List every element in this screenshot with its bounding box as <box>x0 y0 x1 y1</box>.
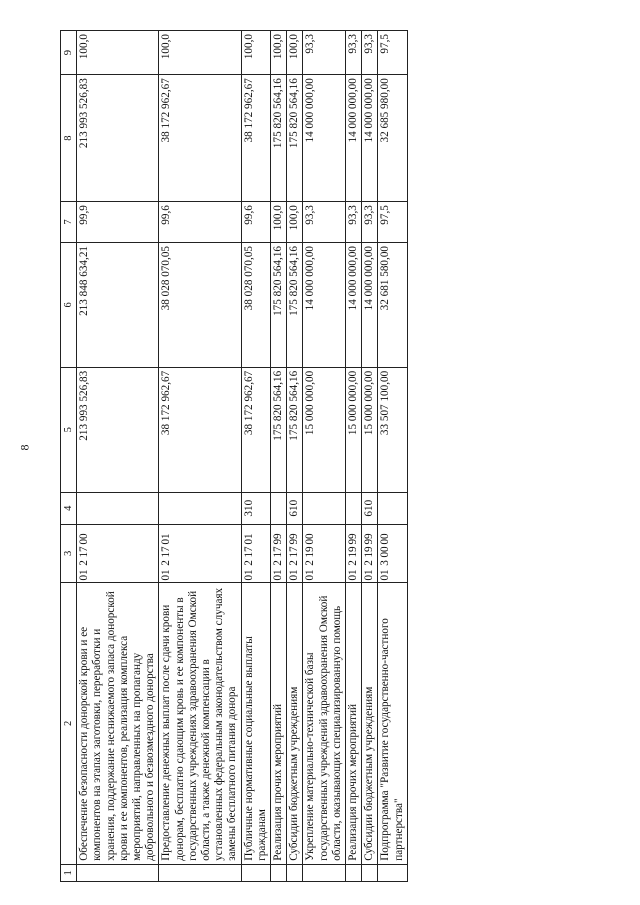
code-part: 00 <box>78 533 91 545</box>
table-row <box>303 31 346 882</box>
budget-code <box>346 524 362 582</box>
budget-code <box>303 524 346 582</box>
code-part: 17 <box>242 546 255 558</box>
table-row <box>159 31 241 882</box>
code-part: 3 <box>379 560 392 566</box>
code-part: 01 <box>272 569 285 581</box>
code-part: 99 <box>363 533 376 545</box>
execution-percent: 93,3 <box>362 202 378 243</box>
empty-cell <box>159 864 241 881</box>
planned-amount: 175 820 564,16 <box>287 367 303 492</box>
actual-amount: 175 820 564,16 <box>271 242 287 367</box>
budget-code <box>241 524 270 582</box>
code-part: 19 <box>304 546 317 558</box>
execution-percent: 99,9 <box>77 202 159 243</box>
table-row <box>362 31 378 882</box>
actual-amount: 38 028 070,05 <box>159 242 241 367</box>
actual-amount: 38 028 070,05 <box>241 242 270 367</box>
code-part: 19 <box>347 546 360 558</box>
budget-code <box>287 524 303 582</box>
empty-cell <box>241 864 270 881</box>
expense-type: 610 <box>362 492 378 524</box>
code-part: 01 <box>347 569 360 581</box>
header-cell: 7 <box>61 202 77 243</box>
expense-type <box>378 492 407 524</box>
table-row <box>241 31 270 882</box>
expense-type <box>303 492 346 524</box>
expense-type <box>346 492 362 524</box>
empty-cell <box>77 864 159 881</box>
execution-percent: 97,5 <box>378 202 407 243</box>
code-part: 00 <box>379 533 392 545</box>
code-part: 2 <box>288 560 301 566</box>
actual-amount: 175 820 564,16 <box>287 242 303 367</box>
total-percent: 93,3 <box>303 31 346 75</box>
total-amount: 14 000 000,00 <box>303 75 346 202</box>
item-name: Субсидии бюджетным учреждениям <box>362 582 378 864</box>
header-row <box>61 31 77 882</box>
code-part: 17 <box>288 546 301 558</box>
empty-cell <box>271 864 287 881</box>
expense-type: 610 <box>287 492 303 524</box>
planned-amount: 175 820 564,16 <box>271 367 287 492</box>
code-part: 2 <box>242 560 255 566</box>
planned-amount: 38 172 962,67 <box>241 367 270 492</box>
header-cell: 2 <box>61 582 77 864</box>
execution-percent: 100,0 <box>271 202 287 243</box>
item-name: Реализация прочих мероприятий <box>271 582 287 864</box>
total-amount: 38 172 962,67 <box>159 75 241 202</box>
code-part: 2 <box>78 560 91 566</box>
total-percent: 100,0 <box>241 31 270 75</box>
budget-table <box>60 30 408 882</box>
expense-type <box>271 492 287 524</box>
planned-amount: 15 000 000,00 <box>303 367 346 492</box>
total-percent: 93,3 <box>362 31 378 75</box>
actual-amount: 14 000 000,00 <box>303 242 346 367</box>
code-part: 2 <box>160 560 173 566</box>
total-amount: 38 172 962,67 <box>241 75 270 202</box>
item-name: Обеспечение безопасности донорской крови и ее компонентов на этапах заготовки, переработки и хранения, поддержание неснижаемого запаса донорской крови и ее компонентов, реализация комплекса мероприятий, направленных на пропаганду добровольного и безвозмездного донорства <box>77 582 159 864</box>
table-row <box>287 31 303 882</box>
code-part: 01 <box>242 533 255 545</box>
execution-percent: 93,3 <box>346 202 362 243</box>
empty-cell <box>303 864 346 881</box>
item-name: Укрепление материально-технической базы государственных учреждений здравоохранения Омской области, оказывающих специализированную помощь <box>303 582 346 864</box>
total-percent: 93,3 <box>346 31 362 75</box>
budget-code <box>271 524 287 582</box>
planned-amount: 15 000 000,00 <box>346 367 362 492</box>
actual-amount: 14 000 000,00 <box>346 242 362 367</box>
total-amount: 213 993 526,83 <box>77 75 159 202</box>
execution-percent: 93,3 <box>303 202 346 243</box>
total-percent: 100,0 <box>287 31 303 75</box>
total-amount: 175 820 564,16 <box>271 75 287 202</box>
table-row <box>378 31 407 882</box>
code-part: 2 <box>347 560 360 566</box>
empty-cell <box>378 864 407 881</box>
code-part: 01 <box>160 569 173 581</box>
total-amount: 32 685 980,00 <box>378 75 407 202</box>
total-percent: 97,5 <box>378 31 407 75</box>
empty-cell <box>362 864 378 881</box>
planned-amount: 33 507 100,00 <box>378 367 407 492</box>
total-percent: 100,0 <box>271 31 287 75</box>
code-part: 2 <box>304 560 317 566</box>
execution-percent: 100,0 <box>287 202 303 243</box>
header-cell: 8 <box>61 75 77 202</box>
budget-code <box>378 524 407 582</box>
total-amount: 175 820 564,16 <box>287 75 303 202</box>
expense-type <box>77 492 159 524</box>
item-name: Реализация прочих мероприятий <box>346 582 362 864</box>
code-part: 01 <box>379 569 392 581</box>
document-page <box>60 30 625 882</box>
code-part: 01 <box>363 569 376 581</box>
item-name: Предоставление денежных выплат после сдачи крови донорам, бесплатно сдающим кровь и ее компоненты в государственных учреждениях здравоохранения Омской области, а также денежной компенсации в установленных федеральным законодательством случаях замены бесплатного питания донора <box>159 582 241 864</box>
code-part: 17 <box>160 546 173 558</box>
code-part: 99 <box>347 533 360 545</box>
planned-amount: 15 000 000,00 <box>362 367 378 492</box>
code-part: 17 <box>78 546 91 558</box>
execution-percent: 99,6 <box>241 202 270 243</box>
code-part: 00 <box>379 546 392 558</box>
header-cell: 1 <box>61 864 77 881</box>
total-amount: 14 000 000,00 <box>362 75 378 202</box>
header-cell: 5 <box>61 367 77 492</box>
code-part: 99 <box>272 533 285 545</box>
code-part: 2 <box>363 560 376 566</box>
total-percent: 100,0 <box>77 31 159 75</box>
total-amount: 14 000 000,00 <box>346 75 362 202</box>
code-part: 99 <box>288 533 301 545</box>
rotated-table-wrapper <box>60 30 625 882</box>
planned-amount: 38 172 962,67 <box>159 367 241 492</box>
table-row <box>346 31 362 882</box>
code-part: 17 <box>272 546 285 558</box>
budget-code <box>77 524 159 582</box>
item-name: Субсидии бюджетным учреждениям <box>287 582 303 864</box>
empty-cell <box>346 864 362 881</box>
item-name: Публичные нормативные социальные выплаты гражданам <box>241 582 270 864</box>
expense-type <box>159 492 241 524</box>
page-number: 8 <box>17 444 32 451</box>
header-cell: 4 <box>61 492 77 524</box>
code-part: 01 <box>288 569 301 581</box>
item-name: Подпрограмма "Развитие государственно-частного партнерства" <box>378 582 407 864</box>
header-cell: 3 <box>61 524 77 582</box>
header-cell: 9 <box>61 31 77 75</box>
actual-amount: 213 848 634,21 <box>77 242 159 367</box>
header-cell: 6 <box>61 242 77 367</box>
planned-amount: 213 993 526,83 <box>77 367 159 492</box>
code-part: 01 <box>78 569 91 581</box>
expense-type: 310 <box>241 492 270 524</box>
code-part: 19 <box>363 546 376 558</box>
actual-amount: 32 681 580,00 <box>378 242 407 367</box>
code-part: 01 <box>242 569 255 581</box>
table-body <box>77 31 408 882</box>
actual-amount: 14 000 000,00 <box>362 242 378 367</box>
budget-code <box>362 524 378 582</box>
budget-code <box>159 524 241 582</box>
code-part: 00 <box>304 533 317 545</box>
code-part: 2 <box>272 560 285 566</box>
code-part: 01 <box>160 533 173 545</box>
table-row <box>77 31 159 882</box>
total-percent: 100,0 <box>159 31 241 75</box>
table-row <box>271 31 287 882</box>
empty-cell <box>287 864 303 881</box>
execution-percent: 99,6 <box>159 202 241 243</box>
code-part: 01 <box>304 569 317 581</box>
